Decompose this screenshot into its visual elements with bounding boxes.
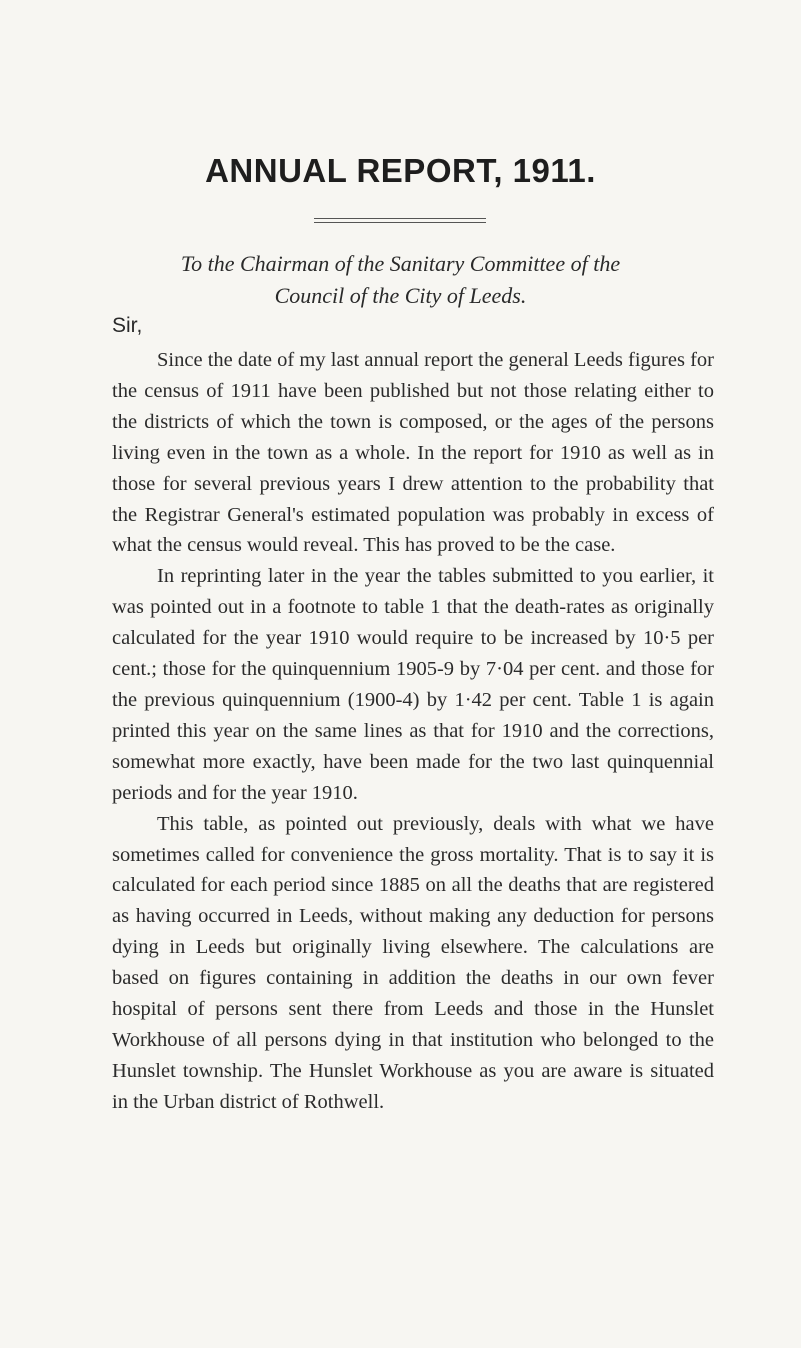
address-line-1: To the Chairman of the Sanitary Committee of the xyxy=(180,251,621,276)
report-body xyxy=(112,345,714,1118)
address-line-2: Council of the City of Leeds. xyxy=(274,283,527,308)
paragraph-3: This table, as pointed out previously, deals with what we have sometimes called for convenience the gross mortality. That is to say it is calculated for each period since 1885 on all the deaths that are registered as having occurred in Leeds, without making any deduction for persons dying in Leeds but originally living elsewhere. The calculations are based on figures containing in addition the deaths in our own fever hospital of persons sent there from Leeds and those in the Hunslet Workhouse of all persons dying in that institution who belonged to the Hunslet township. The Hunslet Workhouse as you are aware is situated in the Urban district of Rothwell. xyxy=(112,812,714,1113)
title-underline xyxy=(314,218,486,219)
salutation: Sir, xyxy=(112,314,143,337)
paragraph-1: Since the date of my last annual report the general Leeds figures for the census of 1911 have been published but not those relating either to the districts of which the town is composed, or the ages of the persons living even in the town as a whole. In the report for 1910 as well as in those for several previous years I drew attention to the probability that the Registrar General's estimated population was probably in excess of what the census would reveal. This has proved to be the case. xyxy=(112,349,714,557)
paragraph-2: In reprinting later in the year the tables submitted to you earlier, it was pointed out in a footnote to table 1 that the death-rates as originally calculated for the year 1910 would require to be increased by 10·5 per cent.; those for the quinquennium 1905-9 by 7·04 per cent. and those for the previous quinquennium (1900-4) by 1·42 per cent. Table 1 is again printed this year on the same lines as that for 1910 and the corrections, somewhat more exactly, have been made for the two last quinquennial periods and for the year 1910. xyxy=(112,565,714,804)
title-underline-second xyxy=(314,222,486,223)
report-title: ANNUAL REPORT, 1911. xyxy=(205,152,596,189)
